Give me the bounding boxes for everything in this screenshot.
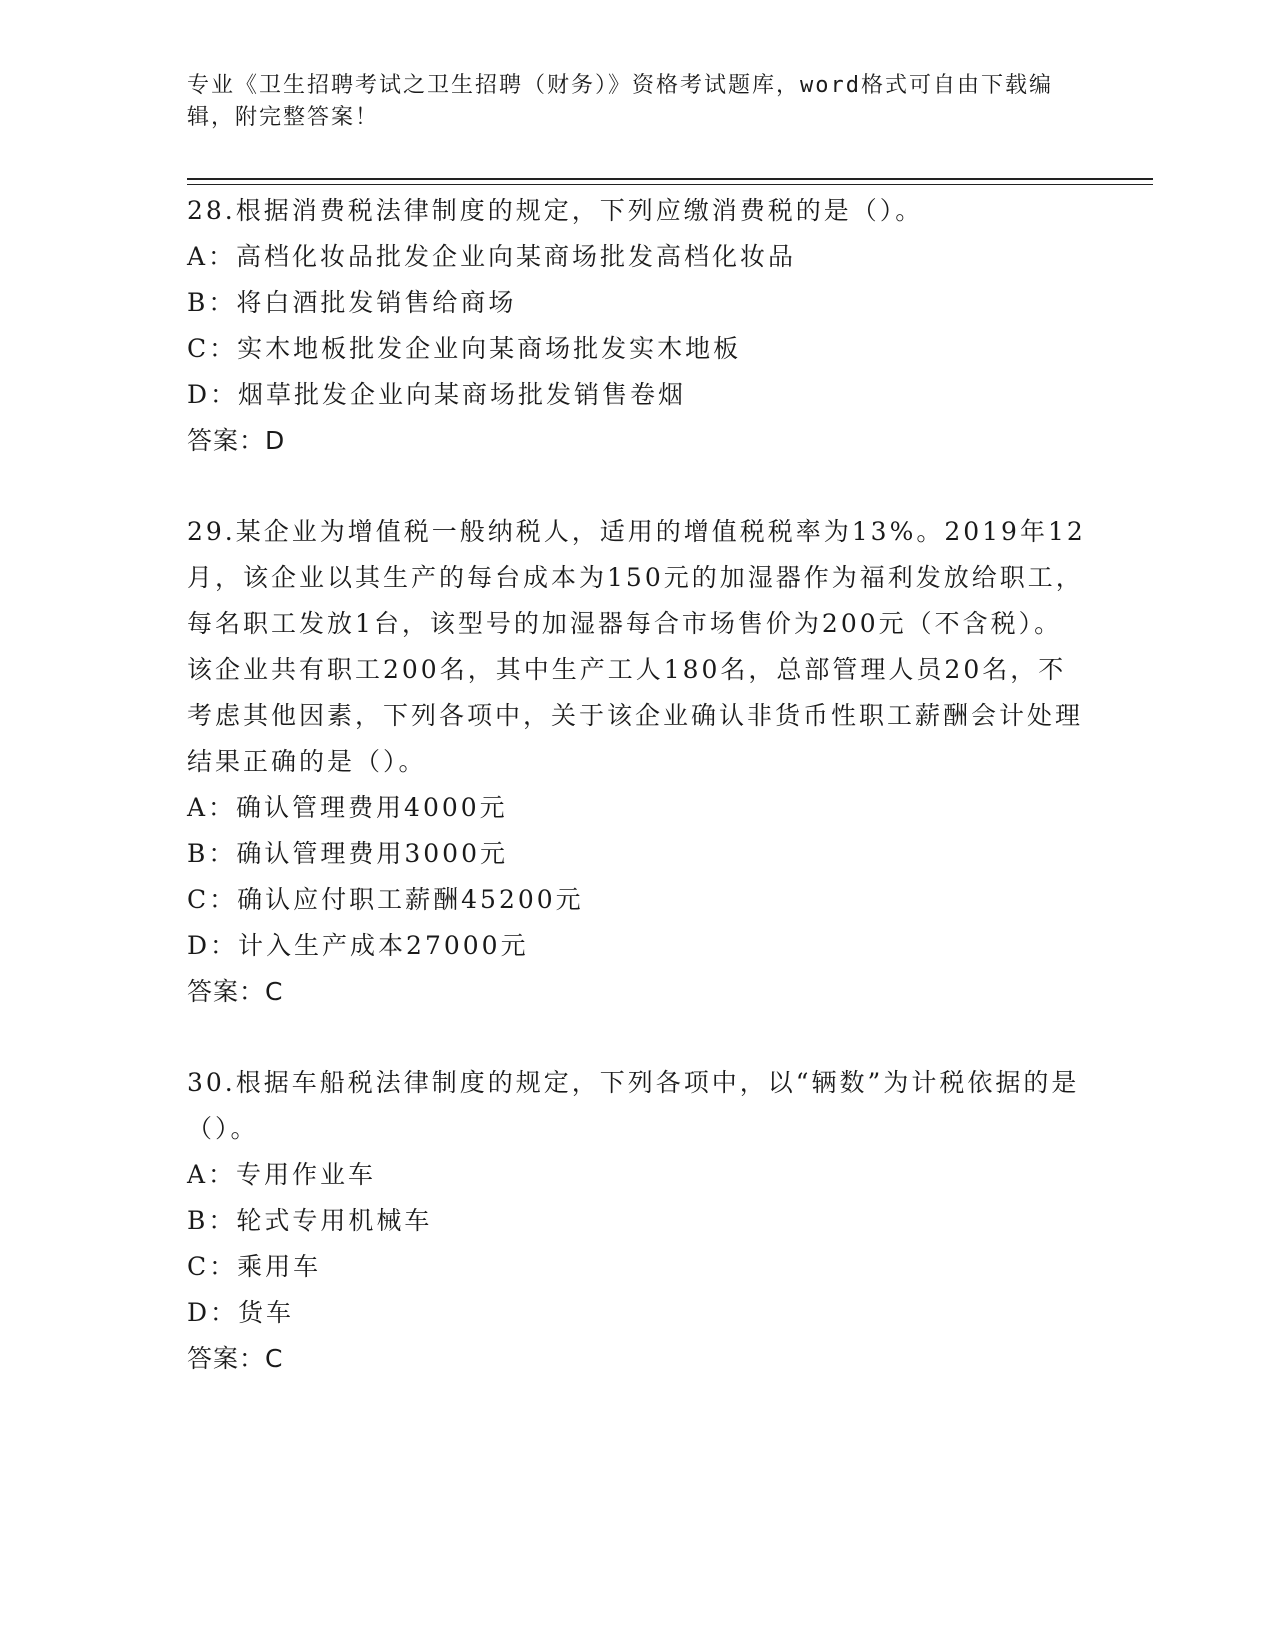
question-stem: 29.某企业为增值税一般纳税人，适用的增值税税率为13%。2019年12月，该企业以其生产的每台成本为150元的加湿器作为福利发放给职工，每名职工发放1台，该型号的加湿器每合市场售价为200元（不含税）。该企业共有职工200名，其中生产工人180名，总部管理人员20名，不考虑其他因素，下列各项中，关于该企业确认非货币性职工薪酬会计处理结果正确的是（）。: [187, 517, 1086, 776]
option-b: B：轮式专用机械车: [187, 1206, 433, 1235]
option-d: D：计入生产成本27000元: [187, 931, 529, 960]
question-28: [187, 188, 1087, 464]
question-list: [187, 188, 1087, 1427]
answer-line: 答案：D: [187, 426, 286, 455]
option-d: D：货车: [187, 1298, 295, 1327]
document-header: 专业《卫生招聘考试之卫生招聘（财务）》资格考试题库，word格式可自由下载编辑，附完整答案！: [187, 73, 1053, 130]
question-30: [187, 1060, 1087, 1382]
header-rule-thick: [187, 178, 1153, 180]
answer-line: 答案：C: [187, 1344, 284, 1373]
option-a: A：专用作业车: [187, 1160, 377, 1189]
option-c: C：确认应付职工薪酬45200元: [187, 885, 584, 914]
answer-line: 答案：C: [187, 977, 284, 1006]
header-rule-thin: [187, 184, 1153, 185]
option-b: B：将白酒批发销售给商场: [187, 288, 517, 317]
option-b: B：确认管理费用3000元: [187, 839, 508, 868]
option-a: A：高档化妆品批发企业向某商场批发高档化妆品: [187, 242, 797, 271]
question-stem: 30.根据车船税法律制度的规定，下列各项中，以“辆数”为计税依据的是（）。: [187, 1068, 1080, 1143]
question-stem: 28.根据消费税法律制度的规定，下列应缴消费税的是（）。: [187, 196, 924, 225]
option-c: C：实木地板批发企业向某商场批发实木地板: [187, 334, 742, 363]
option-d: D：烟草批发企业向某商场批发销售卷烟: [187, 380, 687, 409]
option-a: A：确认管理费用4000元: [187, 793, 508, 822]
question-29: [187, 509, 1087, 1015]
option-c: C：乘用车: [187, 1252, 322, 1281]
